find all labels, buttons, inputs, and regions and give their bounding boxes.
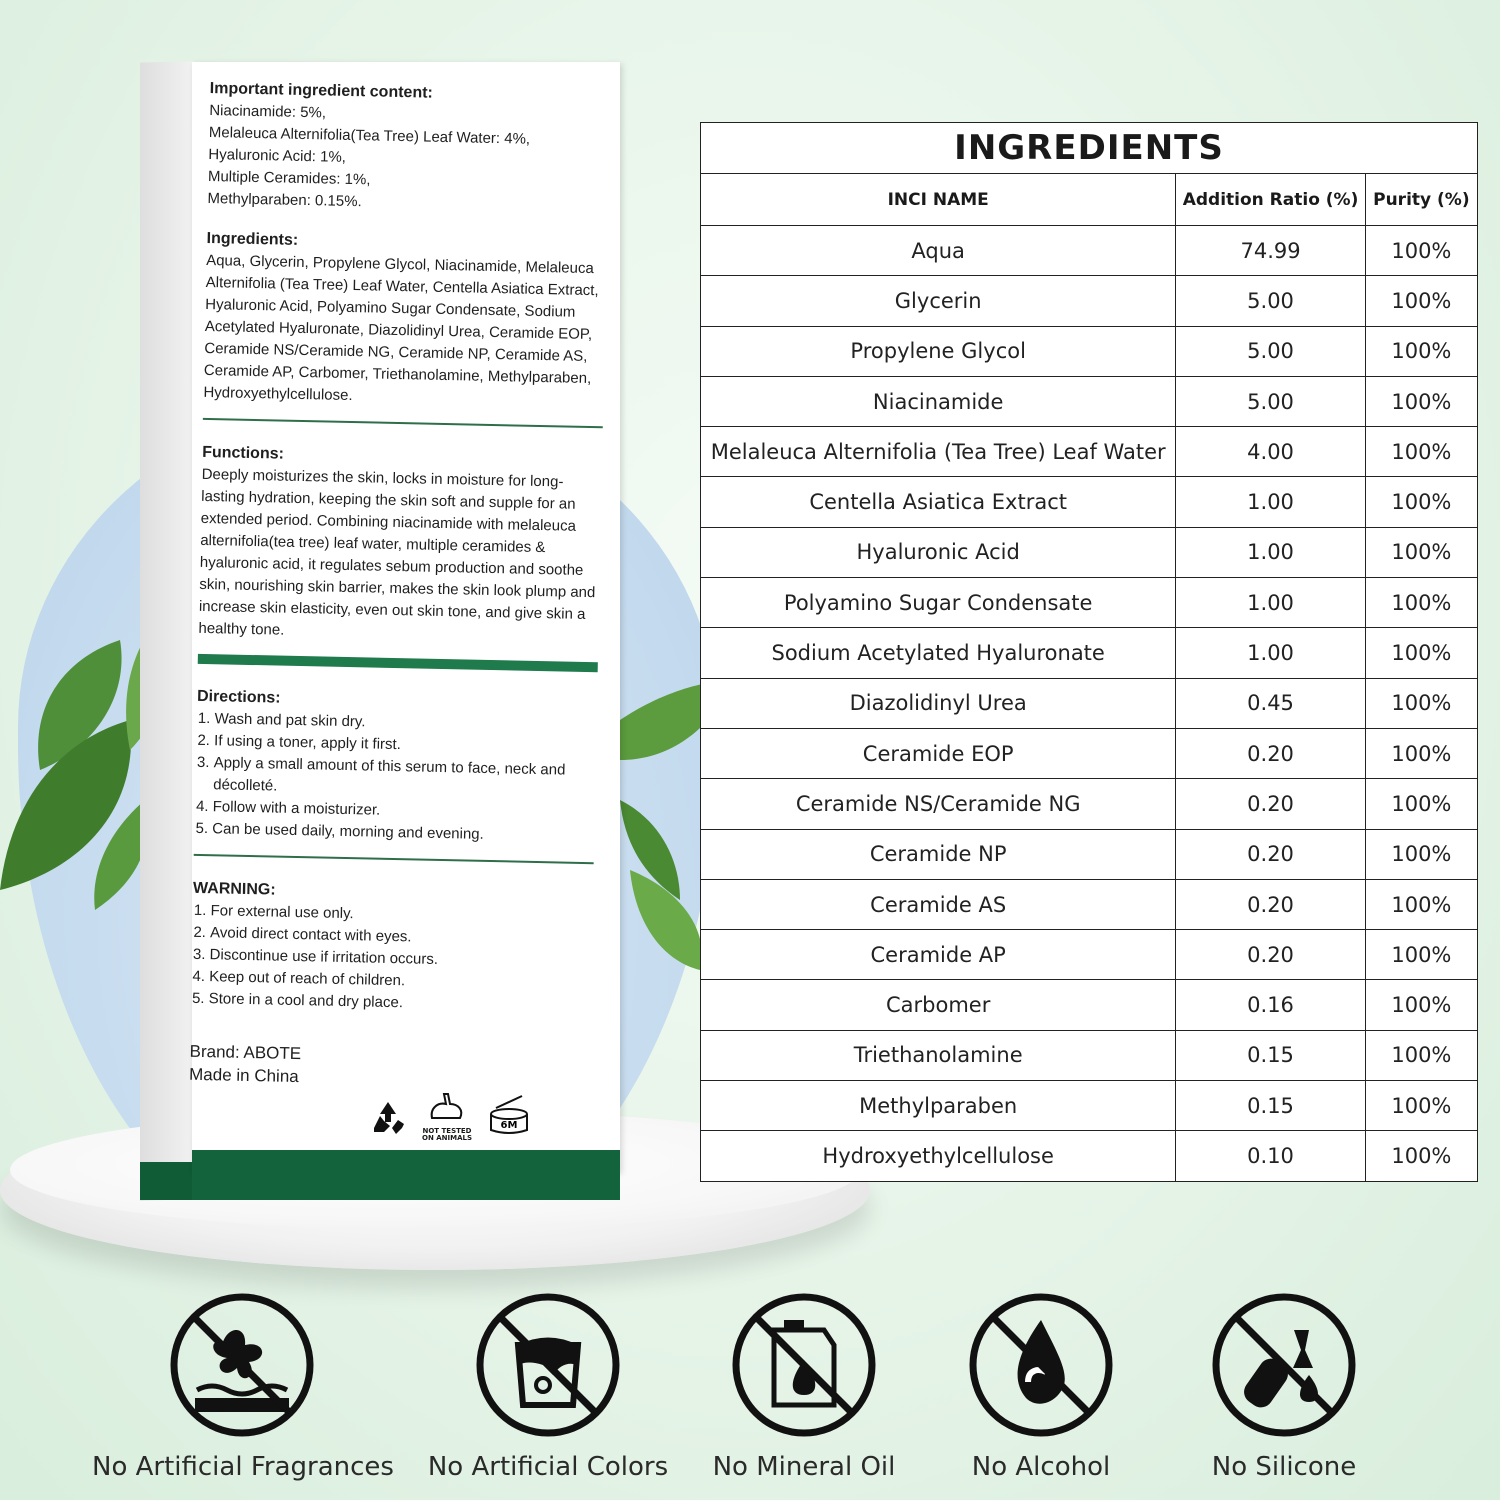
table-row [701,1081,1477,1131]
box-green-stripe [192,1150,620,1200]
warning-item: 4. Keep out of reach of children. [209,966,591,996]
cell-purity: 100% [1365,477,1477,527]
warning-item: 1. For external use only. [210,900,592,930]
cell-purity: 100% [1365,276,1477,326]
table-row [701,1030,1477,1080]
box-icons [368,1090,532,1142]
cell-addition-ratio: 0.45 [1176,678,1365,728]
cell-addition-ratio: 0.10 [1176,1131,1365,1181]
cell-purity: 100% [1365,879,1477,929]
cell-purity: 100% [1365,527,1477,577]
table-row [701,829,1477,879]
recycle-icon [368,1098,408,1142]
cell-purity: 100% [1365,980,1477,1030]
no-mineral-oil-icon [729,1290,879,1440]
cell-inci-name: Hyaluronic Acid [701,527,1176,577]
claim-label: No Silicone [1211,1452,1357,1482]
direction-item: 5. Can be used daily, morning and evening. [212,818,594,848]
brand-block [189,1040,590,1094]
cell-purity: 100% [1365,578,1477,628]
claim-label: No Alcohol [971,1452,1111,1482]
cell-purity: 100% [1365,678,1477,728]
no-alcohol-icon [966,1290,1116,1440]
table-row [701,226,1477,276]
direction-item: 4. Follow with a moisturizer. [212,796,594,826]
cell-inci-name: Aqua [701,226,1176,276]
warning-item: 3. Discontinue use if irritation occurs. [209,944,591,974]
no-fragrance-icon [167,1290,317,1440]
table-body [701,226,1477,1181]
cell-inci-name: Niacinamide [701,376,1176,426]
cell-purity: 100% [1365,226,1477,276]
direction-item: 3. Apply a small amount of this serum to face, neck and décolleté. [213,752,596,804]
directions-list [194,708,597,848]
table-row [701,1131,1477,1181]
cell-inci-name: Ceramide NS/Ceramide NG [701,779,1176,829]
directions-heading: Directions: [196,687,281,707]
cell-inci-name: Triethanolamine [701,1030,1176,1080]
cell-inci-name: Centella Asiatica Extract [701,477,1176,527]
cell-inci-name: Methylparaben [701,1081,1176,1131]
header-purity: Purity (%) [1365,174,1477,226]
important-line: Hyaluronic Acid: 1%, [208,145,347,166]
cell-addition-ratio: 0.20 [1176,779,1365,829]
ingredients-text: Aqua, Glycerin, Propylene Glycol, Niacinamide, Melaleuca Alternifolia (Tea Tree) Leaf Water, Centella Asiatica Extract, Hyaluronic Acid, Polyamino Sugar Condensate, Sodium Acetylated Hyaluronate, Diazolidinyl Urea, Ceramide EOP, Ceramide NS/Ceramide NG, Ceramide NP, Ceramide AS, Ceramide AP, Carbomer, Triethanolamine, Methylparaben, Hydroxyethylcellulose. [203,251,599,405]
divider-thick [198,654,598,672]
cell-purity: 100% [1365,779,1477,829]
table-row [701,728,1477,778]
table-row [701,879,1477,929]
cell-purity: 100% [1365,1131,1477,1181]
cell-inci-name: Ceramide NP [701,829,1176,879]
warning-item: 2. Avoid direct contact with eyes. [210,922,592,952]
not-tested-text: NOT TESTED ON ANIMALS [422,1127,473,1142]
warnings-list [190,900,592,1018]
cell-addition-ratio: 0.15 [1176,1081,1365,1131]
direction-item: 1. Wash and pat skin dry. [214,708,596,738]
functions-heading: Functions: [201,443,285,463]
table-row [701,527,1477,577]
cell-addition-ratio: 1.00 [1176,578,1365,628]
cell-addition-ratio: 5.00 [1176,276,1365,326]
cell-purity: 100% [1365,1081,1477,1131]
table-row [701,779,1477,829]
warning-item: 5. Store in a cool and dry place. [208,988,590,1018]
cell-purity: 100% [1365,1030,1477,1080]
no-colors-icon [473,1290,623,1440]
table-row [701,930,1477,980]
cell-inci-name: Carbomer [701,980,1176,1030]
cell-addition-ratio: 5.00 [1176,376,1365,426]
important-line: Methylparaben: 0.15%. [207,189,362,211]
cell-inci-name: Polyamino Sugar Condensate [701,578,1176,628]
header-inci: INCI NAME [701,174,1176,226]
table-title: INGREDIENTS [701,123,1477,174]
cell-addition-ratio: 74.99 [1176,226,1365,276]
table-row [701,980,1477,1030]
table-row [701,578,1477,628]
cell-inci-name: Ceramide AP [701,930,1176,980]
bunny-icon [422,1090,472,1142]
cell-addition-ratio: 0.15 [1176,1030,1365,1080]
cell-inci-name: Sodium Acetylated Hyaluronate [701,628,1176,678]
box-side-panel [140,61,194,1200]
cell-addition-ratio: 1.00 [1176,527,1365,577]
table-row [701,477,1477,527]
header-ratio: Addition Ratio (%) [1176,174,1365,226]
claims-row [0,1290,1500,1480]
cell-purity: 100% [1365,326,1477,376]
ingredients-grid [701,174,1477,1181]
direction-item: 2. If using a toner, apply it first. [214,730,596,760]
cell-inci-name: Melaleuca Alternifolia (Tea Tree) Leaf Water [701,427,1176,477]
cell-addition-ratio: 1.00 [1176,628,1365,678]
cell-inci-name: Ceramide EOP [701,728,1176,778]
claim-label: No Artificial Colors [427,1452,669,1482]
cell-purity: 100% [1365,930,1477,980]
divider [203,418,603,428]
cell-purity: 100% [1365,728,1477,778]
cell-addition-ratio: 0.20 [1176,930,1365,980]
brand-name: Brand: ABOTE [189,1041,302,1064]
cell-inci-name: Ceramide AS [701,879,1176,929]
cell-purity: 100% [1365,628,1477,678]
cell-addition-ratio: 0.20 [1176,879,1365,929]
claim-label: No Mineral Oil [712,1452,896,1482]
cell-addition-ratio: 0.16 [1176,980,1365,1030]
cell-addition-ratio: 0.20 [1176,728,1365,778]
important-line: Melaleuca Alternifolia(Tea Tree) Leaf Water: 4%, [208,123,531,148]
claim-no-colors [398,1290,698,1482]
box-side-stripe [140,1162,194,1200]
functions-text: Deeply moisturizes the skin, locks in moisture for long-lasting hydration, keeping the skin soft and supple for an extended period. Combining niacinamide with melaleuca alternifolia(tea tree) leaf water, multiple ceramides & hyaluronic acid, it regulates sebum production and soothe skin, nourishing skin barrier, makes the skin look plump and increase skin elasticity, even out skin tone, and give skin a healthy tone. [198,465,596,639]
pao-label: 6M [500,1120,518,1131]
claim-no-fragrances [92,1290,392,1482]
box-label [189,78,610,1094]
cell-inci-name: Propylene Glycol [701,326,1176,376]
table-row [701,628,1477,678]
jar-icon [486,1092,532,1142]
cell-addition-ratio: 4.00 [1176,427,1365,477]
cell-addition-ratio: 5.00 [1176,326,1365,376]
cell-addition-ratio: 0.20 [1176,829,1365,879]
claim-no-silicone [1134,1290,1434,1482]
ingredients-table [700,122,1478,1182]
no-silicone-icon [1209,1290,1359,1440]
cell-purity: 100% [1365,427,1477,477]
warning-heading: WARNING: [192,879,276,899]
made-in: Made in China [188,1064,299,1087]
cell-inci-name: Hydroxyethylcellulose [701,1131,1176,1181]
claim-label: No Artificial Fragrances [92,1452,394,1482]
important-line: Multiple Ceramides: 1%, [207,167,371,189]
table-row [701,678,1477,728]
cell-purity: 100% [1365,829,1477,879]
cell-inci-name: Glycerin [701,276,1176,326]
table-header-row [701,174,1477,226]
table-row [701,326,1477,376]
ingredients-heading: Ingredients: [206,229,299,249]
important-heading: Important ingredient content: [209,79,434,102]
table-row [701,376,1477,426]
divider [194,854,594,864]
table-row [701,276,1477,326]
important-line: Niacinamide: 5%, [209,101,327,122]
cell-addition-ratio: 1.00 [1176,477,1365,527]
cell-inci-name: Diazolidinyl Urea [701,678,1176,728]
table-row [701,427,1477,477]
cell-purity: 100% [1365,376,1477,426]
